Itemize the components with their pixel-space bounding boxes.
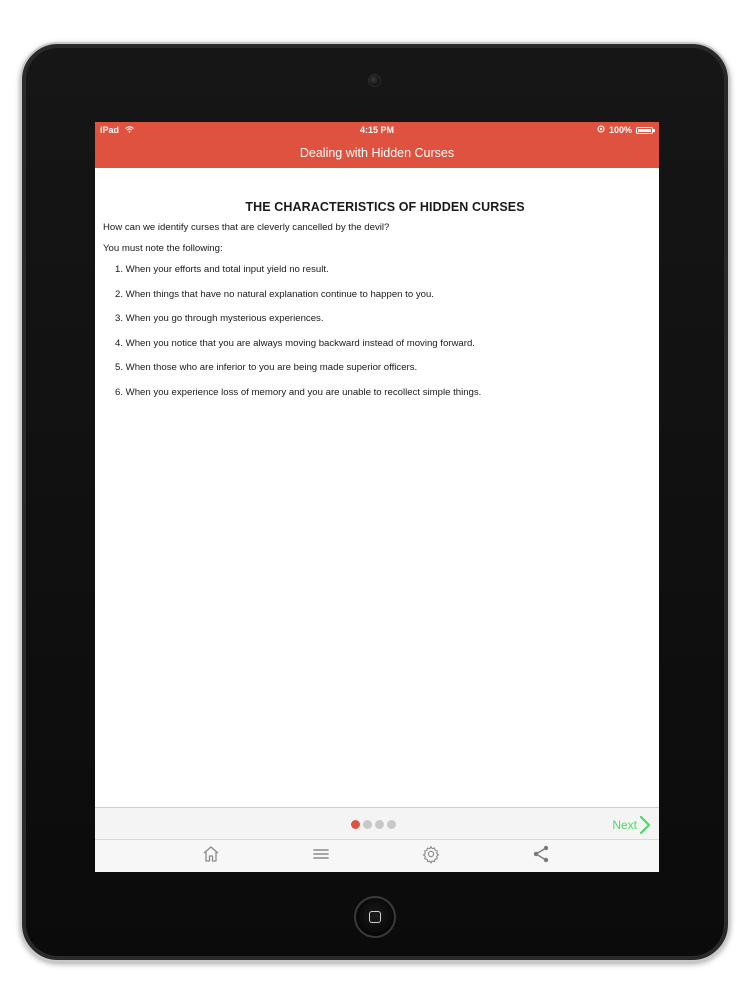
gear-icon bbox=[421, 844, 441, 869]
next-label: Next bbox=[612, 818, 637, 832]
page-dot[interactable] bbox=[387, 820, 396, 829]
status-bar bbox=[95, 122, 659, 140]
list-item: 4. When you notice that you are always moving backward instead of moving forward. bbox=[115, 337, 475, 349]
next-button[interactable] bbox=[612, 815, 651, 835]
list-item: 1. When your efforts and total input yield no result. bbox=[115, 264, 329, 275]
tab-home[interactable] bbox=[199, 845, 223, 867]
tab-bar bbox=[95, 839, 659, 872]
tab-menu[interactable] bbox=[309, 845, 333, 867]
page-indicator[interactable] bbox=[351, 820, 396, 829]
list-item: 3. When you go through mysterious experiences. bbox=[115, 313, 324, 325]
status-time: 4:15 PM bbox=[359, 125, 394, 135]
home-hardware-button[interactable] bbox=[354, 896, 396, 938]
pager-bar bbox=[95, 807, 659, 839]
rotation-lock-icon bbox=[597, 125, 605, 135]
menu-icon bbox=[312, 847, 330, 866]
tab-share[interactable] bbox=[529, 845, 553, 867]
page-dot[interactable] bbox=[363, 820, 372, 829]
article-lead: You must note the following: bbox=[103, 243, 223, 254]
characteristics-list bbox=[103, 264, 651, 399]
list-item: 5. When those who are inferior to you are being made superior officers. bbox=[115, 362, 418, 374]
nav-title: Dealing with Hidden Curses bbox=[299, 146, 455, 160]
front-camera bbox=[368, 74, 381, 87]
home-icon bbox=[201, 844, 221, 869]
page-dot[interactable] bbox=[375, 820, 384, 829]
tab-settings[interactable] bbox=[419, 845, 443, 867]
chevron-right-icon bbox=[639, 815, 651, 835]
share-icon bbox=[531, 844, 551, 869]
article-intro: How can we identify curses that are cleverly cancelled by the devil? bbox=[103, 222, 390, 233]
list-item: 2. When things that have no natural explanation continue to happen to you. bbox=[115, 288, 434, 300]
list-item: 6. When you experience loss of memory and you are unable to recollect simple things. bbox=[115, 386, 482, 398]
page-dot[interactable] bbox=[351, 820, 360, 829]
nav-bar bbox=[95, 140, 659, 168]
article-content bbox=[103, 200, 651, 412]
status-right bbox=[597, 125, 653, 135]
battery-icon bbox=[636, 127, 653, 134]
article-heading: THE CHARACTERISTICS OF HIDDEN CURSES bbox=[245, 200, 525, 214]
device-label: iPad bbox=[100, 125, 120, 135]
battery-percent: 100% bbox=[608, 125, 632, 135]
app-screen bbox=[95, 122, 659, 872]
